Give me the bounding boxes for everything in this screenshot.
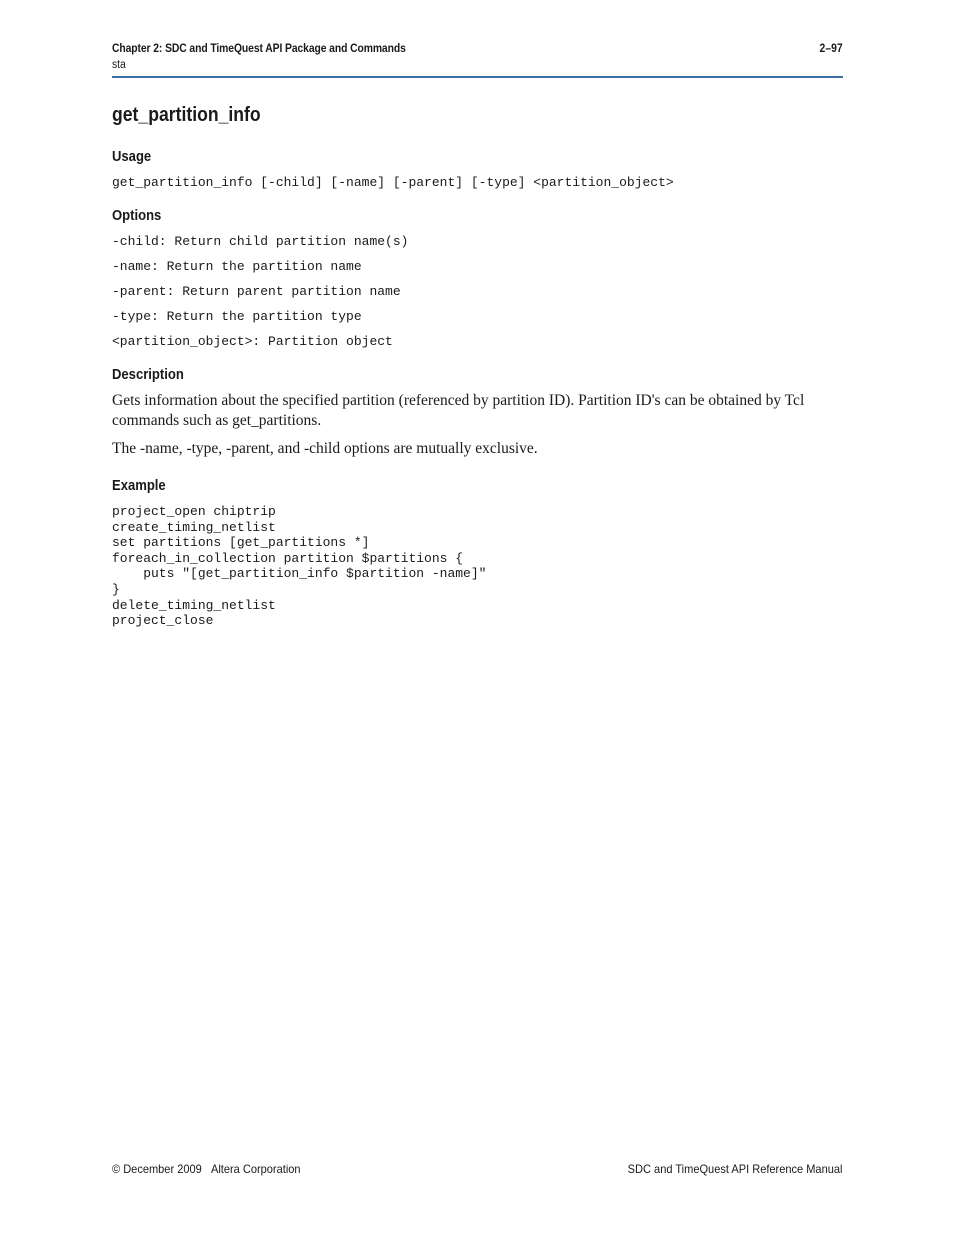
page-footer-left: [112, 1162, 301, 1176]
page-number: 2–97: [819, 43, 843, 55]
option-type: -type: Return the partition type: [112, 309, 362, 324]
footer-date: © December 2009: [112, 1162, 202, 1176]
example-code-block: project_open chiptrip create_timing_netlist set partitions [get_partitions *] foreach_in_collection partition $partitions { puts "[get_partition_info $partition -name]" } delete_timing_netlist project_close: [112, 504, 487, 629]
page-title: get_partition_info: [112, 104, 261, 126]
chapter-title: Chapter 2: SDC and TimeQuest API Package and Commands: [112, 43, 406, 55]
option-partition-object: <partition_object>: Partition object: [112, 334, 393, 349]
option-parent: -parent: Return parent partition name: [112, 284, 401, 299]
usage-heading: Usage: [112, 149, 152, 165]
footer-company: Altera Corporation: [210, 1162, 301, 1176]
usage-syntax: get_partition_info [-child] [-name] [-parent] [-type] <partition_object>: [112, 175, 674, 190]
example-heading: Example: [112, 478, 166, 494]
page-header: [112, 42, 843, 78]
option-child: -child: Return child partition name(s): [112, 234, 409, 249]
options-heading: Options: [112, 208, 162, 224]
option-name: -name: Return the partition name: [112, 259, 362, 274]
section-name: sta: [112, 59, 126, 71]
footer-manual-title: SDC and TimeQuest API Reference Manual: [627, 1162, 842, 1176]
description-heading: Description: [112, 367, 184, 383]
description-paragraph-2: The -name, -type, -parent, and -child options are mutually exclusive.: [112, 440, 538, 457]
description-paragraph-1: Gets information about the specified partition (referenced by partition ID). Partition ID's can be obtained by Tcl commands such as get_partitions.: [112, 392, 805, 429]
